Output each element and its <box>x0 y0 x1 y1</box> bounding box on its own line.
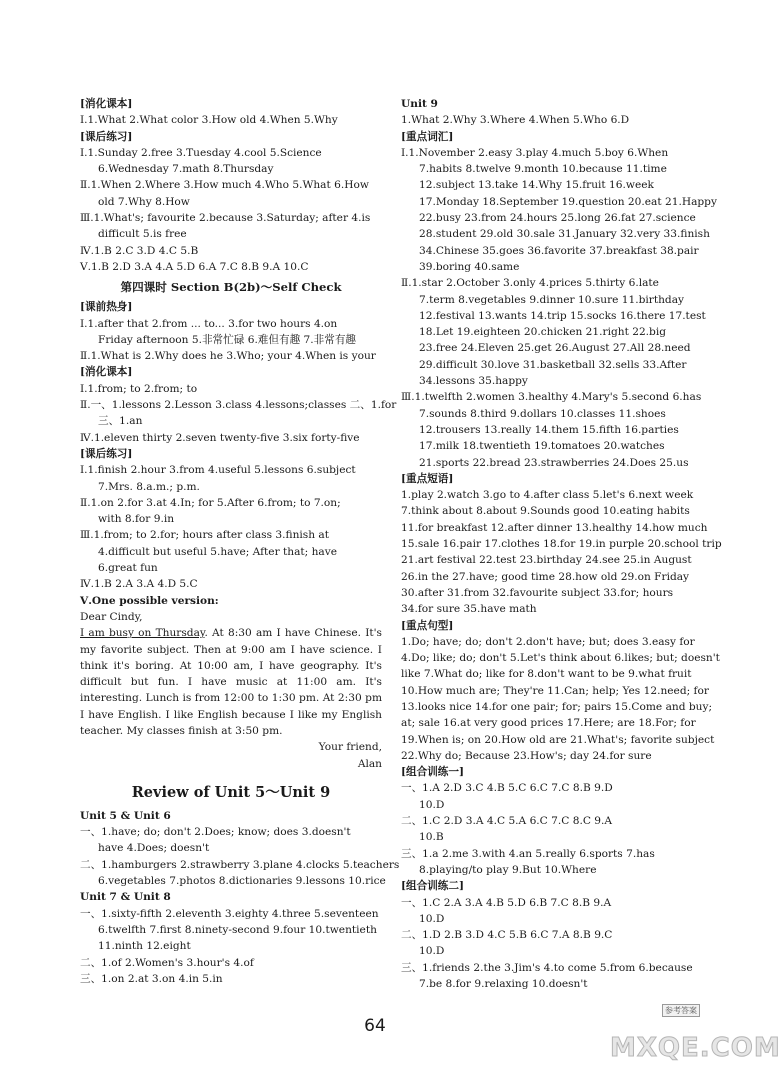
answer-line-continued: 39.boring 40.same <box>419 260 520 273</box>
answer-line: 1.play 2.watch 3.go to 4.after class 5.let's 6.next week <box>401 489 694 502</box>
review-answer-lines <box>80 808 400 987</box>
answer-line: 一、1.A 2.D 3.C 4.B 5.C 6.C 7.C 8.B 9.D <box>401 782 613 795</box>
unit-heading: Unit 7 & Unit 8 <box>80 891 171 904</box>
answer-line: 三、1.friends 2.the 3.Jim's 4.to come 5.from 6.because <box>401 961 693 974</box>
answer-line: Ⅱ.一、1.lessons 2.Lesson 3.class 4.lessons;classes 二、1.for <box>80 399 397 412</box>
section-heading: [消化课本] <box>80 366 133 379</box>
page-number: 64 <box>364 1016 386 1036</box>
answer-line-continued: 12.subject 13.take 14.Why 15.fruit 16.week <box>419 179 654 192</box>
answer-line: 7.think about 8.about 9.Sounds good 10.eating habits <box>401 505 690 518</box>
answer-line-continued: 12.trousers 13.really 14.them 15.fifth 16.parties <box>419 423 679 436</box>
answer-line: 1.Do; have; do; don't 2.don't have; but; does 3.easy for <box>401 635 695 648</box>
answer-line-continued: 7.sounds 8.third 9.dollars 10.classes 11.shoes <box>419 407 666 420</box>
answer-line: 13.looks nice 14.for one pair; for; pairs 15.Come and buy; <box>401 700 713 713</box>
answer-line: Ⅱ.1.on 2.for 3.at 4.In; for 5.After 6.from; to 7.on; <box>80 496 341 509</box>
section-heading: [课后练习] <box>80 447 133 460</box>
lesson-title: 第四课时 Section B(2b)～Self Check <box>120 280 342 295</box>
answer-line: 一、1.C 2.A 3.A 4.B 5.D 6.B 7.C 8.B 9.A <box>401 896 612 909</box>
answer-line-continued: 23.free 24.Eleven 25.get 26.August 27.All 28.need <box>419 342 691 355</box>
answer-line-continued: 4.difficult but useful 5.have; After that; have <box>98 545 337 558</box>
answer-line-continued: 6.Wednesday 7.math 8.Thursday <box>98 163 274 176</box>
answer-line: 26.in the 27.have; good time 28.how old 29.on Friday <box>401 570 690 583</box>
answer-line-continued: 7.Mrs. 8.a.m.; p.m. <box>98 480 200 493</box>
section-heading: [组合训练一] <box>401 766 464 779</box>
answer-line: Ⅰ.1.Sunday 2.free 3.Tuesday 4.cool 5.Science <box>80 146 322 159</box>
answer-line: 1.What 2.Why 3.Where 4.When 5.Who 6.D <box>401 114 630 127</box>
answer-line: Ⅳ.1.B 2.C 3.D 4.C 5.B <box>80 244 199 257</box>
answer-line-continued: 10.D <box>419 945 445 958</box>
answer-line-continued: 34.lessons 35.happy <box>419 375 528 388</box>
answer-line: Ⅰ.1.November 2.easy 3.play 4.much 5.boy 6.When <box>401 146 669 159</box>
answer-line: 一、1.sixty-fifth 2.eleventh 3.eighty 4.three 5.seventeen <box>80 907 379 920</box>
letter-underlined-opening: I am busy on Thursday <box>80 627 205 640</box>
section-heading: [消化课本] <box>80 98 133 110</box>
answer-line: Ⅳ.1.eleven thirty 2.seven twenty-five 3.six forty-five <box>80 431 360 444</box>
letter-signature: Alan <box>357 757 382 770</box>
answer-line: 11.for breakfast 12.after dinner 13.healthy 14.how much <box>401 521 708 534</box>
answer-line: 一、1.have; do; don't 2.Does; know; does 3.doesn't <box>80 826 351 839</box>
section-heading: [重点词汇] <box>401 130 454 143</box>
answer-line: Ⅲ.1.from; to 2.for; hours after class 3.finish at <box>80 529 329 542</box>
review-title: Review of Unit 5～Unit 9 <box>131 783 331 801</box>
answer-line: 30.after 31.from 32.favourite subject 33.for; hours <box>401 586 674 599</box>
answer-line: Ⅰ.1.finish 2.hour 3.from 4.useful 5.lessons 6.subject <box>80 464 356 477</box>
right-answer-lines <box>401 96 722 992</box>
answer-line: Ⅱ.1.What is 2.Why does he 3.Who; your 4.When is your <box>80 350 376 363</box>
section-heading: [课前热身] <box>80 301 133 314</box>
answer-line-continued: 17.Monday 18.September 19.question 20.eat 21.Happy <box>419 195 717 208</box>
answer-line-continued: 8.playing/to play 9.But 10.Where <box>419 863 597 876</box>
answer-line: 21.art festival 22.test 23.birthday 24.see 25.in August <box>401 554 692 567</box>
answer-line: Ⅰ.1.What 2.What color 3.How old 4.When 5.Why <box>80 114 338 127</box>
answer-line: 三、1.on 2.at 3.on 4.in 5.in <box>80 972 223 985</box>
answer-line: 二、1.C 2.D 3.A 4.C 5.A 6.C 7.C 8.C 9.A <box>401 815 613 828</box>
section-heading: [重点短语] <box>401 472 454 485</box>
answer-line: 34.for sure 35.have math <box>401 603 537 616</box>
sample-letter-body <box>80 625 382 739</box>
answer-line: Ⅴ.1.B 2.D 3.A 4.A 5.D 6.A 7.C 8.B 9.A 10.C <box>80 260 309 273</box>
answer-line-continued: have 4.Does; doesn't <box>98 842 210 855</box>
letter-greeting: Dear Cindy, <box>80 610 143 623</box>
answer-line-continued: 22.busy 23.from 24.hours 25.long 26.fat 27.science <box>419 212 696 225</box>
answer-line-continued: 12.festival 13.wants 14.trip 15.socks 16.there 17.test <box>419 309 706 322</box>
section-heading: [课后练习] <box>80 130 133 143</box>
unit-heading: Unit 5 & Unit 6 <box>80 809 171 822</box>
answer-line: Ⅰ.1.after that 2.from ... to... 3.for two hours 4.on <box>80 317 338 330</box>
answer-line-continued: 7.be 8.for 9.relaxing 10.doesn't <box>419 978 588 991</box>
answer-line: 4.Do; like; do; don't 5.Let's think about 6.likes; but; doesn't <box>401 652 720 665</box>
answer-line-continued: 10.D <box>419 912 445 925</box>
answer-line-continued: 7.term 8.vegetables 9.dinner 10.sure 11.birthday <box>419 293 685 306</box>
letter-text: . At 8:30 am I have Chinese. It's my favorite subject. Then at 9:00 am I have science. I think it's boring. At 10:00 am, I have geography. It's difficult but fun. I have music at 11:00 am. It's interesting. Lunch is from 12:00 to 1:30 pm. At 2:30 pm I have English. I like English because I like my English teacher. My classes finish at 3:50 pm. <box>80 627 382 737</box>
answer-line-continued: 6.twelfth 7.first 8.ninety-second 9.four 10.twentieth <box>98 923 377 936</box>
right-column <box>401 96 722 992</box>
watermark-text: MXQE.COM <box>610 1033 781 1063</box>
answer-line: like 7.What do; like for 8.don't want to be 9.what fruit <box>401 668 692 681</box>
answer-line: Ⅲ.1.twelfth 2.women 3.healthy 4.Mary's 5.second 6.has <box>401 391 702 404</box>
answer-line-continued: 34.Chinese 35.goes 36.favorite 37.breakfast 38.pair <box>419 244 699 257</box>
answer-line: at; sale 16.at very good prices 17.Here; are 18.For; for <box>401 717 696 730</box>
answer-line-continued: 21.sports 22.bread 23.strawberries 24.Does 25.us <box>419 456 689 469</box>
section-heading: [重点句型] <box>401 619 454 632</box>
answer-line-continued: 10.B <box>419 831 444 844</box>
answer-line: Ⅰ.1.from; to 2.from; to <box>80 382 198 395</box>
answer-line-continued: 6.great fun <box>98 562 158 575</box>
answer-line-continued: 6.vegetables 7.photos 8.dictionaries 9.lessons 10.rice <box>98 875 386 888</box>
answer-line-continued: with 8.for 9.in <box>98 513 175 526</box>
answer-line-continued: difficult 5.is free <box>98 228 187 241</box>
answer-line-continued: Friday afternoon 5.非常忙碌 6.难但有趣 7.非常有趣 <box>98 333 357 346</box>
answer-line-continued: 29.difficult 30.love 31.basketball 32.sells 33.After <box>419 358 687 371</box>
answer-line: 15.sale 16.pair 17.clothes 18.for 19.in purple 20.school trip <box>401 538 722 551</box>
answer-line-continued: old 7.Why 8.How <box>98 195 190 208</box>
answer-line: 二、1.hamburgers 2.strawberry 3.plane 4.clocks 5.teachers <box>80 858 400 871</box>
unit-heading: Unit 9 <box>401 98 438 110</box>
answer-line: Ⅲ.1.What's; favourite 2.because 3.Saturday; after 4.is <box>80 212 371 225</box>
answer-line-continued: 18.Let 19.eighteen 20.chicken 21.right 22.big <box>419 326 667 339</box>
letter-closing: Your friend, <box>318 741 382 754</box>
site-watermark <box>610 1003 781 1063</box>
answer-line: 三、1.a 2.me 3.with 4.an 5.really 6.sports 7.has <box>401 847 655 860</box>
watermark-tag: 参考答案 <box>662 1004 700 1017</box>
answer-line: 19.When is; on 20.How old are 21.What's; favorite subject <box>401 733 715 746</box>
answer-line: Ⅱ.1.star 2.October 3.only 4.prices 5.thirty 6.late <box>401 277 659 290</box>
answer-line: 二、1.of 2.Women's 3.hour's 4.of <box>80 956 254 969</box>
section-heading: [组合训练二] <box>401 880 464 893</box>
answer-line-continued: 17.milk 18.twentieth 19.tomatoes 20.watches <box>419 440 665 453</box>
answer-line-continued: 28.student 29.old 30.sale 31.January 32.very 33.finish <box>419 228 710 241</box>
left-column <box>80 96 400 987</box>
answer-line: 二、1.D 2.B 3.D 4.C 5.B 6.C 7.A 8.B 9.C <box>401 929 613 942</box>
unit-heading: Ⅴ.One possible version: <box>80 594 219 607</box>
left-answer-lines <box>80 96 397 625</box>
answer-line-continued: 11.ninth 12.eight <box>98 940 191 953</box>
answer-line: Ⅳ.1.B 2.A 3.A 4.D 5.C <box>80 578 198 591</box>
answer-line: Ⅱ.1.When 2.Where 3.How much 4.Who 5.What 6.How <box>80 179 369 192</box>
answer-line: 10.How much are; They're 11.Can; help; Yes 12.need; for <box>401 684 709 697</box>
answer-line-continued: 7.habits 8.twelve 9.month 10.because 11.time <box>419 163 667 176</box>
answer-line: 22.Why do; Because 23.How's; day 24.for sure <box>401 749 652 762</box>
answer-line-continued: 10.D <box>419 798 445 811</box>
answer-line-continued: 三、1.an <box>98 415 143 428</box>
